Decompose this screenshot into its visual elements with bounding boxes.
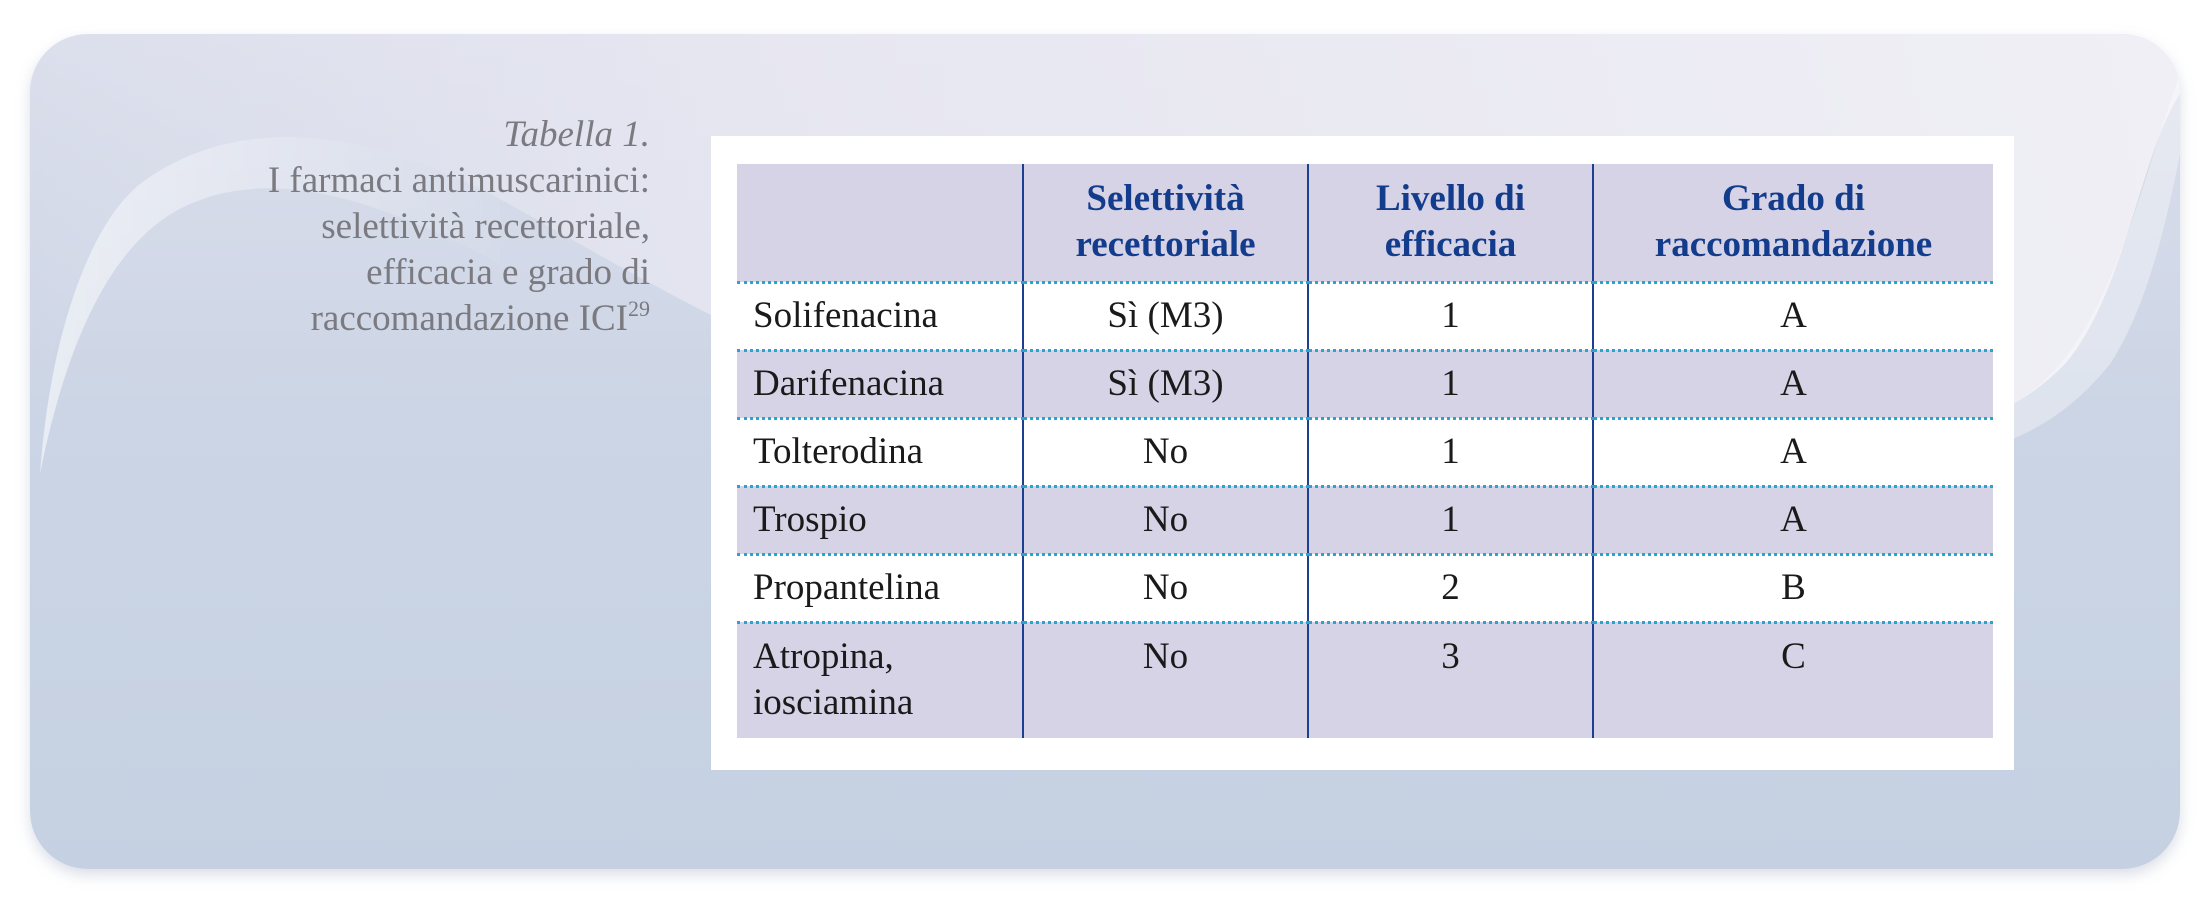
drug-name-line: Atropina, xyxy=(753,635,894,677)
grade-cell: A xyxy=(1593,486,1993,554)
drug-name-cell: Propantelina xyxy=(737,554,1023,622)
caption-line: selettività recettoriale, xyxy=(321,206,650,247)
selectivity-cell: No xyxy=(1023,554,1308,622)
selectivity-cell: No xyxy=(1023,486,1308,554)
selectivity-cell: No xyxy=(1023,418,1308,486)
selectivity-cell: Sì (M3) xyxy=(1023,282,1308,350)
caption-line: efficacia e grado di xyxy=(366,252,650,293)
drug-name-cell: Tolterodina xyxy=(737,418,1023,486)
table-row xyxy=(737,554,1993,622)
caption-line-last xyxy=(90,296,650,342)
header-line: Selettività xyxy=(1086,178,1245,220)
header-line: raccomandazione xyxy=(1654,224,1933,266)
drug-name-cell: Solifenacina xyxy=(737,282,1023,350)
header-cell-efficacy xyxy=(1308,164,1593,282)
header-cell-empty xyxy=(737,164,1023,282)
table-row xyxy=(737,486,1993,554)
caption-line: I farmaci antimuscarinici: xyxy=(267,160,650,201)
drug-name-cell xyxy=(737,622,1023,738)
grade-cell: C xyxy=(1593,622,1993,738)
grade-cell: A xyxy=(1593,282,1993,350)
grade-cell: B xyxy=(1593,554,1993,622)
table-card xyxy=(711,136,2014,770)
efficacy-cell: 1 xyxy=(1308,282,1593,350)
efficacy-cell: 1 xyxy=(1308,350,1593,418)
caption-label: Tabella 1. xyxy=(503,114,650,155)
table-row xyxy=(737,418,1993,486)
table-row xyxy=(737,282,1993,350)
efficacy-cell: 1 xyxy=(1308,418,1593,486)
drug-name-cell: Darifenacina xyxy=(737,350,1023,418)
drug-name-cell: Trospio xyxy=(737,486,1023,554)
header-line: efficacia xyxy=(1384,224,1517,266)
header-line: recettoriale xyxy=(1075,224,1256,266)
efficacy-cell: 2 xyxy=(1308,554,1593,622)
caption-reference-superscript: 29 xyxy=(628,296,650,321)
efficacy-cell: 1 xyxy=(1308,486,1593,554)
grade-cell: A xyxy=(1593,418,1993,486)
drug-name-line: iosciamina xyxy=(753,681,914,723)
table-row xyxy=(737,622,1993,738)
selectivity-cell: Sì (M3) xyxy=(1023,350,1308,418)
table-caption xyxy=(90,112,650,342)
header-cell-grade xyxy=(1593,164,1993,282)
antimuscarinic-table xyxy=(737,164,1993,738)
table-header-row xyxy=(737,164,1993,282)
header-line: Grado di xyxy=(1722,178,1865,220)
efficacy-cell: 3 xyxy=(1308,622,1593,738)
selectivity-cell: No xyxy=(1023,622,1308,738)
header-cell-selectivity xyxy=(1023,164,1308,282)
table-row xyxy=(737,350,1993,418)
caption-line: raccomandazione ICI xyxy=(310,298,628,339)
grade-cell: A xyxy=(1593,350,1993,418)
header-line: Livello di xyxy=(1375,178,1526,220)
